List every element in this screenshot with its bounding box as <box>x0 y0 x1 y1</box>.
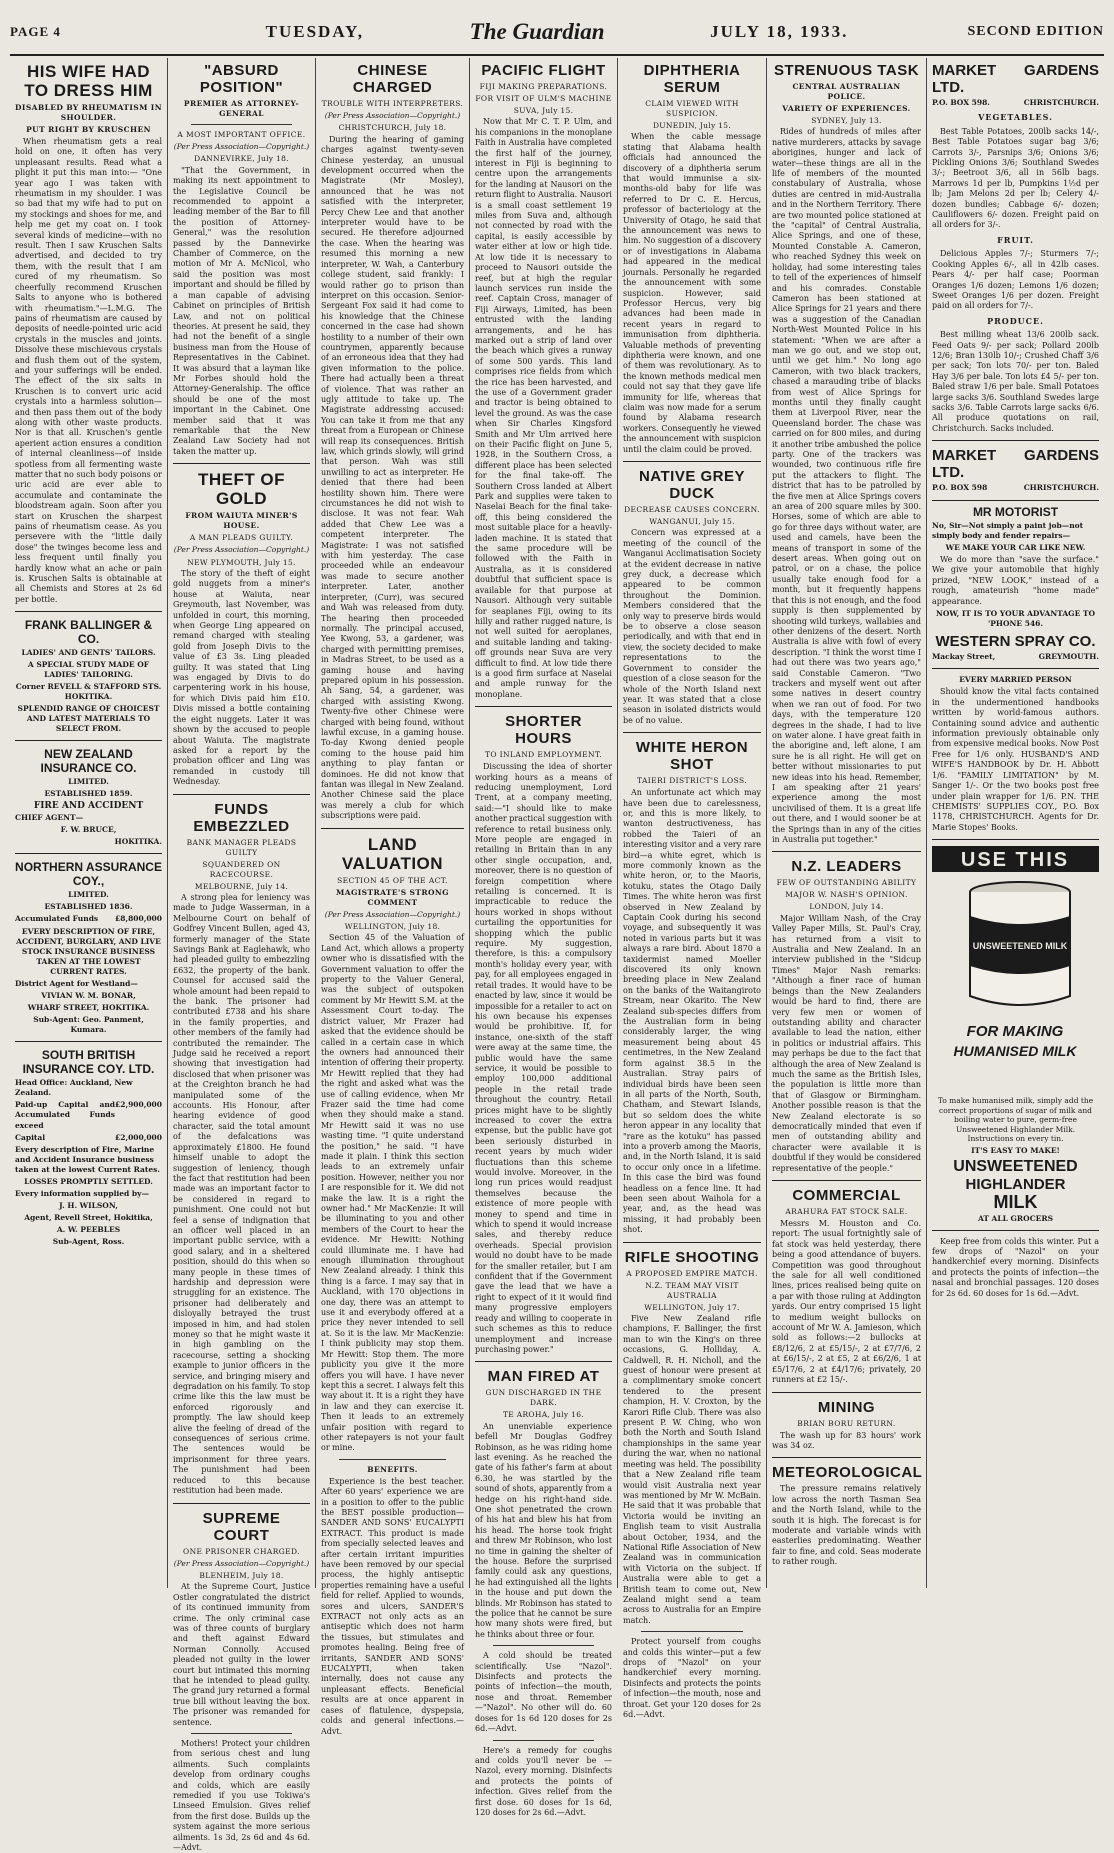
page-columns <box>10 58 1104 1853</box>
column-7 <box>927 58 1104 1588</box>
article-body: The story of the theft of eight gold nuggets from a miner's house at Waiuta, near Greymouth, last November, was unfolded in court, this morning, when George Ling appeared on remand charged with stealing gold from Joseph Divis to the value of £3 3s. Ling pleaded guilty. It was stated that Ling was engaged by Divis to do carpentering work in his house, for which Divis paid him £10. Divis missed a bottle containing the eight nuggets. Later it was shown by the accused to people about Waiuta. The magistrate asked for a report by the probation officer and Ling was remanded in custody till Wednesday. <box>173 569 310 787</box>
milk-can-illustration <box>932 846 1099 1096</box>
ad-motorist-title: MR MOTORIST <box>972 504 1059 519</box>
ad-line: LIMITED. <box>68 777 109 787</box>
article-body: At the Supreme Court, Justice Ostler congratulated the district of its continued immunity from crime. The only criminal case was of three counts of burglary and theft against Edward Norman Connolly. Accused pleaded not guilty in the lower court but intimated this morning that he intended to plead guilty. The grand jury returned a formal true bill without leaving the box. The prisoner was remanded for sentence. <box>173 1582 310 1727</box>
dateline: WELLINGTON, July 18. <box>344 922 441 932</box>
divider <box>191 1733 292 1734</box>
headline-mining: MINING <box>817 1398 876 1416</box>
ad-line: Every information supplied by— <box>15 1189 150 1199</box>
divider <box>493 1740 594 1741</box>
subhead: ARAHURA FAT STOCK SALE. <box>785 1207 908 1216</box>
price-list: Best milling wheat 13/6 200lb sack. Feed Oats 9/- per sack; Pollard 200lb 12/6; Bran 130lb 10/-; Crushed Chaff 3/6 per sack; Ton lots 70/- per ton. Baled Hay 3/6 per bale. Ton lots £4 5/- per ton. Baled straw 1/6 per bale. Small Potatoes large sacks 3/6. Southland Swedes large sacks 3/6. Table Carrots large sacks 6/6. All produce quotations on rail, Christchurch. Sacks included. <box>932 330 1099 433</box>
ad-line: Head Office: Auckland, New Zealand. <box>15 1077 133 1097</box>
divider <box>173 463 310 464</box>
subhead: SQUANDERED ON RACECOURSE. <box>202 859 281 879</box>
article-body: A strong plea for leniency was made to Judge Wasserman, in a Melbourne Court on behalf of Godfrey Vincent Bullen, aged 43, formerly manager of the State Savings Bank at Eaglehawk, who had pleaded guilty to embezzling £632, the property of the bank. Counsel for accused said the whole amount had been repaid to the bank. The prisoner had contributed £738 and his share in the family properties, and other members of the family had contributed the remainder. The Judge said he received a report showing that investigation had disclosed that when prisoner was at the Creighton branch he had manipulated some of the accounts. His Honour, after hearing evidence of good character, said the total amount of the defalcations was approximately £1800. He found himself unable to adopt the suggestion of leniency, though the fact that restitution had been made was an important factor to be considered in regard to punishment. One could not but feel a sense of indignation that an officer well placed in an important public service, with a good salary, and in a sheltered position, should do this when so many people in these times of hardship and depression were struggling for an existence. The prisoner had deliberately and disloyally betrayed the trust imposed in him, and had stolen money so that he might waste it in high gambling on the racecourse, setting a shocking example to junior officers in the service, and bringing misery and degradation on his family. To stop crime like this the law must be enforced rigorously and promptly. The law should keep alive the feeling of dread of the consequences of serious crime. The sentences would be imprisonment for three years. The punishment had been reduced to this because restitution had been made. <box>173 892 310 1496</box>
ad-address: Mackay Street, <box>932 652 996 662</box>
ad-western-spray-title: WESTERN SPRAY CO. <box>935 633 1096 651</box>
ad-address: CHRISTCHURCH. <box>1023 98 1099 107</box>
headline-supreme-court: SUPREME COURT <box>202 1509 281 1544</box>
ad-line: A. W. PEEBLES <box>56 1225 121 1235</box>
ad-line: Every description of Fire, Marine and Accident Insurance business taken at the lowest Current Rates. <box>15 1145 160 1175</box>
ad-line: Sub-Agent: Geo. Panment, Kumara. <box>33 1014 144 1034</box>
dateline: WELLINGTON, July 17. <box>644 1302 740 1312</box>
subhead: TROUBLE WITH INTERPRETERS. <box>321 99 464 108</box>
divider <box>475 1361 612 1362</box>
ad-market-gardens-title: MARKET GARDENS LTD. <box>932 62 1099 96</box>
ad-label: Accumulated Funds <box>15 914 99 924</box>
ad-value: £8,800,000 <box>115 914 162 924</box>
divider <box>623 461 761 462</box>
ad-label: Paid-up Capital and Accumulated Funds exceed <box>15 1099 116 1130</box>
ad-address: P.O. BOX 598 <box>932 483 988 493</box>
ad-south-british-title: SOUTH BRITISH INSURANCE COY. LTD. <box>22 1047 155 1076</box>
divider <box>15 740 162 741</box>
subhead: CENTRAL AUSTRALIAN POLICE. <box>792 82 901 101</box>
subhead: SECTION 45 OF THE ACT. <box>337 875 448 885</box>
dateline: TE AROHA, July 16. <box>503 1410 584 1420</box>
divider <box>772 1392 921 1393</box>
masthead-day: TUESDAY, <box>265 22 365 41</box>
subhead: N.Z. TEAM MAY VISIT AUSTRALIA <box>645 1280 739 1300</box>
article-body: Section 45 of the Valuation of Land Act, which allows a property owner who is dissatisfied with the Government valuation to offer the property to the Valuer General, was the subject of outspoken comment by Mr Hewitt S.M. at the Assessment Court to-day. The district valuer, Mr Frazer had asked that the evidence should be called in a certain case in which the owners had announced their intention of offering their property. Mr Hewitt replied that they had the right and asked what was the use of calling evidence, when Mr Frazer said the time had come when they should make a stand. Mr Hewitt said it was no use wasting time. "I quite understand the position," he said. "I have made it plain. I think this section leads to an extremely unfair position. However, neither you nor I are responsible for it. We did not make the law. It is a right the owner had." Mr MacKenzie: It will be illuminating to you and other members of the Court to hear the evidence. Mr Hewitt: Nothing could illuminate me. I have had enough illumination throughout New Zealand already. I think this thing is a farce. I may say that in Auckland, with 170 objections in one day, there was an attempt to use it and everybody offered at a price they never intended to sell at. So it is the law. Mr MacKenzie: I think publicity may stop them. Mr Hewitt: Stop them. The more publicity you give it the more offers you will have. I have never kept this a secret. I always felt this way about it. It is a right they have in law and they can exercise it. Then it leads to an extremely unfair position with regard to other ratepayers is not your fault or mine. <box>321 933 464 1453</box>
headline-white-heron-shot: WHITE HERON SHOT <box>635 739 749 774</box>
advert-paragraph: Protect yourself from coughs and colds this winter—put a few drops of "Nazol" on your handkerchief every morning. Disinfects and protects the points of infection—the mouth, nose and throat. Get your 120 doses for 2s 6d.—Advt. <box>623 1637 761 1720</box>
headline-chinese-charged: CHINESE CHARGED <box>352 62 433 96</box>
advert-paragraph: Experience is the best teacher. After 60 years' experience we are in a position to offer to the public the BEST possible production—SANDER AND SONS' EUCALYPTI EXTRACT. This product is made from specially selected leaves and after certain irritant impurities have been removed by our special process, the highly antiseptic properties remaining have a useful field for relief. Applied to wounds, sores and ulcers, SANDER'S EXTRACT not only acts as an antiseptic which does not harm the tissues, but stimulates and promotes healing. Being free of irritants, SANDER AND SONS' EUCALYPTI, when taken internally, does not cause any unpleasant effects. Beneficial results are at once apparent in cases of flatulence, dyspepsia, colds and general infections.—Advt. <box>321 1476 464 1736</box>
article-body: Concern was expressed at a meeting of the council of the Wanganui Acclimatisation Society at the evident decrease in native grey duck, a decrease which appeared to be common throughout the Dominion. Members considered that the only way to preserve birds would be to observe a close season periodically, and with that end in view, the society decided to make representations to the Government to consider the question of a close season for the whole of the North Island next year. It was stated that a close season in isolated districts would be of no value. <box>623 528 761 725</box>
ad-line: AT ALL GROCERS <box>977 1213 1054 1223</box>
divider <box>772 851 921 852</box>
ad-line: Agent, Revell Street, Hokitika, <box>24 1213 153 1223</box>
headline-strenuous-task: STRENUOUS TASK <box>773 62 920 79</box>
subhead: BANK MANAGER PLEADS GUILTY <box>186 837 297 857</box>
milk-line-2: HUMANISED MILK <box>953 1043 1077 1060</box>
divider <box>15 1041 162 1042</box>
ad-married-person-title: EVERY MARRIED PERSON <box>959 675 1072 685</box>
ad-line: District Agent for Westland— <box>15 978 138 988</box>
masthead-date: JULY 18, 1933. <box>710 22 849 41</box>
divider <box>932 500 1099 501</box>
advert-paragraph: A cold should be treated scientifically. Use "Nazol". Disinfects and protects the points of infection—the mouth, nose and throat. Remember—"Nazol". No other will do. 60 doses for 1s 6d 120 doses for 2s 6d.—Advt. <box>475 1651 612 1734</box>
ad-row <box>932 652 1099 662</box>
column-3 <box>316 58 470 1736</box>
column-4 <box>470 58 618 1817</box>
price-list: Best Table Potatoes, 200lb sacks 14/-, Best Table Potatoes sugar bag 3/6; Carrots 3/-, Parsnips 3/6; Onions 3/6; Pickling Onions 3/6; Southland Swedes 3/-; Beetroot 3/6, all in 56lb bags. Marrows 1d per lb, Pumpkins 1½d per lb; Jam Melons 2d per lb; Celery 4/- dozen bundles; Cabbage 6/- dozen; Cauliflowers 6/- dozen. Freight paid on all orders for 3/-. <box>932 126 1099 230</box>
dateline: DUNEDIN, July 15. <box>652 121 732 130</box>
subhead: BRIAN BORU RETURN. <box>797 1418 896 1428</box>
ad-line: F. W. BRUCE, <box>60 825 117 835</box>
divider <box>15 853 162 854</box>
headline-land-valuation: LAND VALUATION <box>341 834 444 873</box>
article-body: An unenviable experience befell Mr Douglas Godfrey Robinson, as he was riding home last evening. As he reached the gate of his father's farm at about 6.30, he was startled by the sound of shots, apparently from a hedge on his right-hand side. One shot penetrated the crown of his hat and blew his hat from his head. The horse took fright and threw Mr Robinson, who lost no time in gaining the shelter of the house. Before the surprised family could ask any questions, he had extinguished all the lights in the house and put down the blinds. Mr Robinson has stated to the police that he cannot be sure how many shots were fired, but he thinks about three or four. <box>475 1421 612 1639</box>
ad-line: IT'S EASY TO MAKE! <box>971 1145 1060 1155</box>
ad-market-gardens-title: MARKET GARDENS LTD. <box>932 447 1099 482</box>
headline-diphtheria-serum: DIPHTHERIA SERUM <box>643 62 741 96</box>
divider <box>623 732 761 733</box>
dateline: LONDON, July 14. <box>809 902 884 912</box>
edition-label: SECOND EDITION <box>967 24 1104 39</box>
headline-funds-embezzled: FUNDS EMBEZZLED <box>193 800 290 835</box>
divider <box>173 1503 310 1504</box>
column-6 <box>767 58 927 1588</box>
divider <box>339 1459 446 1460</box>
divider <box>772 1180 921 1181</box>
ad-line: EVERY DESCRIPTION OF FIRE, ACCIDENT, BURGLARY, AND LIVE STOCK INSURANCE BUSINESS TAKEN AT THE LOWEST CURRENT RATES. <box>16 926 161 976</box>
byline: (Per Press Association—Copyright.) <box>173 142 310 151</box>
headline-native-grey-duck: NATIVE GREY DUCK <box>638 468 746 502</box>
dateline: WANGANUI, July 15. <box>649 517 735 526</box>
ad-northern-assurance-title: NORTHERN ASSURANCE COY., <box>15 860 162 889</box>
milk-line-1: FOR MAKING <box>966 1023 1064 1041</box>
article-body: During the hearing of gaming charges against twenty-seven Chinese yesterday, an unusual development occurred when the Magistrate (Mr Mosley), announced that he was not satisfied with the interpreter, Percy Chew Lee and that another interpreter would have to be secured. He therefore adjourned the case. When the hearing was resumed this morning a new interpreter, W. Wah, a Canterbury college student, said frankly: I would rather go to prison than interpret on this occasion. Senior-Sergeant Fox said it had come to his knowledge that the Chinese concerned in the case had shown hostility to a number of their own countrymen, apparently because of an erroneous idea that they had given information to the police. There had actually been a threat of violence. That was rather an ugly attitude to take up. The Magistrate addressing accused: You can take it from me that any threat from a European or Chinese will reap its consequences. British law, which grinds slowly, will grind that person. Wah was still unwilling to act as interpreter. He denied that there had been hostility shown him. There were circumstances he did not wish to disclose. It was not fear. Wah added that Chew Lee was a competent interpreter. The Magistrate: I was not satisfied with him yesterday. The case proceeded while an endeavour was made to secure another interpreter. Later, another interpreter, (Curr), was secured and Wah was released from duty. The hearing then proceeded normally. The principal accused, Yee Kwong, 53, a gardener, was charged with permitting premises, in Madras Street, to be used as a gaming house and having prepared opium in his possession. Ah Sang, 54, a gardener, was charged with assisting Kwong. Twenty-five other Chinese were charged with being found, without lawful excuse, in a gaming house. To-day Kwong denied people coming to the house paid him anything to play fantan or dominoes. He did not know that fantan was illegal in New Zealand. Another Chinese said the place was merely a club for which subscriptions were paid. <box>321 134 464 821</box>
article-body: An unfortunate act which may have been due to carelessness, or, and this is more likely, to wanton destructiveness, has robbed the Taieri of an interesting visitor and a very rare bird—a white egret, which is more commonly known as the white heron, or, to the Maoris, kotuku, states the Otago Daily Times. The white heron was first observed in New Zealand by Captain Cook during his second voyage, and subsequently it was noted in various parts but it was always a rare bird. About 1870 a taxidermist named Moeller discovered its only known breeding place in New Zealand on the banks of the Waitangiroto Stream, near Okarito. The New Zealand sub-species differs from the Australian form in being considerably larger, the wing measurement being about 45 centimetres, in the New Zealand form against 38.5 in the Australian. Stray pairs of individual birds have been seen in all parts of the North, South, Chatham, and Stewart Islands, but so seldom does the white heron appear in any locality that "rare as the kotuku" has passed into a proverb among the Maoris, and, in the North Island, it is said to occur only once in a lifetime. In this case the bird was found headless on a fence line. It had been seen about Waihola for a year, and, as the head was missing, it had probably been shot. <box>623 788 761 1235</box>
ad-line: NOW, IT IS TO YOUR ADVANTAGE TO 'PHONE 546. <box>935 609 1096 629</box>
advert-paragraph: Here's a remedy for coughs and colds you'll never be — Nazol, every morning. Disinfects and protects the points of infection. Gives relief from the first dose. 60 doses for 1s 6d, 120 doses for 2s 6d.—Advt. <box>475 1745 612 1817</box>
dateline: NEW PLYMOUTH, July 15. <box>187 557 296 567</box>
ad-line: CHIEF AGENT— <box>15 813 84 823</box>
article-body: The pressure remains relatively low across the north Tasman Sea and the North Island, while to the south it is high. The forecast is for moderate and variable winds with easterlies predominating. Weather fair to fine, and cold. Seas moderate to rather rough. <box>772 1484 921 1567</box>
article-body: When rheumatism gets a real hold on one, it often has very unpleasant results. Read what a plight it put this man into:— "One year ago I was taken with rheumatism in my shoulder. I was so bad that my wife had to put on my stockings and shoes for me, and help me get my coat on. I took several kinds of medicine—with no result. Then I saw Kruschen Salts advertised, and decided to try them, with the result that I am cured of my rheumatism. So cheerfully recommend Kruschen Salts to anyone who is bothered with rheumatism."—L.M.G. The pains of rheumatism are caused by deposits of needle-pointed uric acid crystals in the muscles and joints. Dissolve these mischievous crystals and flush them out of the system, and your sufferings will be ended. The effect of the six salts in Kruschen is to convert uric acid crystals into a harmless solution—and then pass them out of the body along with other waste products. Nor is that all. Kruschen's gentle aperient action ensures a condition of internal cleanliness—of inside spotless from all fermenting waste matter that no such body poisons or uric acid are ever able to accumulate and contaminate the bloodstream again. Soon after you start on Kruschen the sharpest pains of rheumatism cease. As you persevere with the "little daily dose" the twinges become less and less frequent until finally you hardly know what an ache or pain is. Kruschen Salts is obtainable at all Chemists and Stores at 2s 6d per bottle. <box>15 137 162 604</box>
divider <box>932 1230 1099 1231</box>
ad-line: Corner REVELL & STAFFORD STS. HOKITIKA. <box>15 682 162 702</box>
subhead: DECREASE CAUSES CONCERN. <box>624 505 760 514</box>
ad-line: VIVIAN W. M. BONAR, <box>41 990 136 1000</box>
subhead: MAGISTRATE'S STRONG COMMENT <box>336 887 449 907</box>
ad-paragraph: We do more than "save the surface." We give your automobile that highly prized, "NEW LOOK," instead of a rough, amateurish "home made" appearance. <box>932 555 1099 606</box>
article-body: Rides of hundreds of miles after native murderers, attacks by savage aborigines, hunger and lack of water—these things are all in the life of members of the mounted constabulary of Australia, whose duties are centred in mid-Australia and in the Northern Territory. There are two mounted police stationed at the "capital" of Central Australia, Alice Springs, and one of these, Mounted Constable A. Cameron, who reached Sydney this week on holiday, had some interesting tales to tell of the experiences of himself and his comrades. Constable Cameron has been stationed at Alice Springs for 21 years and there was a suggestion of the Canadian North-West Mounted Police in his statement: "When we are after a man we go out, and we stop out, until we get him." No long ago Cameron, with two black trackers, chased a marauding tribe of blacks from west of Alice Springs for months until they finally caught them at Liverpool River, near the Queensland border. The chase was carried on for 800 miles, and during it another tribe ambushed the police party. One of the trackers was wounded, two continuous rifle fire put the attackers to flight. The district that has to be patrolled by the five men at Alice Springs covers an area of 200 square miles by 300. Horses, some of which are able to go for three days without water, are used and camels, have been the means of transport in some of the desert areas. When going out on patrol, or on a chase, the police usually take enough food for a month, but it frequently happens that this is not enough, and the food supply is then supplemented by shooting wild turkeys, wallabies and other denizens of the desert. North Australia is alive with fowl of every description. "I think the worst time I had out there was two years ago," said Constable Cameron. "Two trackers and myself went out after some natives in desert country when we ran out of food. For two days, with the temperature 120 degrees in the shade, I had to live on water alone. I have great faith in the aborigine and, left alone, I am sure he is all right. He will get on better without missionaries to put new ideas into his head. Remember, I am speaking after 21 years' experience among the most uncivilised of them. It is a great life out there, and I would sooner be at the Springs than in any of the cities in Australia put together." <box>772 127 921 845</box>
section-label: VEGETABLES. <box>978 112 1053 123</box>
advert-paragraph: Mothers! Protect your children from serious chest and lung ailments. Such complaints develop from ordinary coughs and colds, which are easily remedied if you use Tokiwa's Linseed Emulsion. Gives relief from the first dose. Builds up the system against the more serious ailments. 1s 3d, 2s 6d and 4s 6d.—Advt. <box>173 1739 310 1853</box>
headline-man-fired-at: MAN FIRED AT <box>487 1368 600 1386</box>
ad-line: WE MAKE YOUR CAR LIKE NEW. <box>945 543 1086 552</box>
divider <box>191 124 292 125</box>
byline: (Per Press Association—Copyright.) <box>324 909 461 919</box>
dateline: BLENHEIM, July 18. <box>199 1570 284 1580</box>
ad-line: FIRE AND ACCIDENT <box>33 801 144 812</box>
ad-line: ESTABLISHED 1836. <box>44 902 133 912</box>
subhead: PUT RIGHT BY KRUSCHEN <box>26 125 151 134</box>
article-body: Discussing the idea of shorter working hours as a means of reducing unemployment, Lord Trent, at a company meeting, said:—"I should like to make another practical suggestion with reference to retail business only. More people are engaged in retailing in Britain than in any other single occupation, and, moreover, there is no question of foreign competition where retailing is concerned. It is impracticable to reduce the hours worked in shops without curtailing the opportunities for shopping which the public require. My suggestion, therefore, is this: a compulsory month's holiday every year, with pay, for all employees engaged in retail trades. It would have to be enacted by law, since it would be impossible for a retailer to act on his own because his expenses would be prohibitive. If, for instance, one-sixth of the staff were away at the same time, the public would have the same service, it would be possible to employ 100,000 additional people in the retail trade throughout the country. Retail prices might have to be slightly increased to cover the extra expense, but the public have got been seriously disturbed in recent years by much wider fluctuations than this scheme would involve. Moreover, in the long run prices would readjust themselves because the existence of more people with money to spend and time in which to spend it would increase sales, and thereby reduce overheads. Special provision would no doubt have to be made for the smaller retailer, but I am confident that if the Government gave the lead that we have a right to expect of it it would find many progressive employers ready and willing to cooperate in such schemes as this to reduce unemployment and increase purchasing power." <box>475 762 612 1354</box>
ad-row <box>15 1100 162 1131</box>
article-body: Major William Nash, of the Cray Valley Paper Mills, St. Paul's Cray, has returned from a visit to Australia and New Zealand. In an interview published in the "Sidcup Times" Major Nash remarks: "Although a finer race of human beings than the New Zealanders would be hard to find, there are very few men or women of outstanding ability and character available to lead the nation, either in politics or industrial affairs. This may perhaps be due to the fact that although the area of New Zealand is much the same as the British Isles, the population is little more than that of Glasgow or Birmingham. Another possible reason is that the New Zealand electorate is so democratically minded that even if men of outstanding ability and character were available it is doubtful if they would be considered representative of the people." <box>772 913 921 1173</box>
ad-row <box>932 483 1099 493</box>
subhead: BENEFITS. <box>367 1464 418 1474</box>
dateline: CHRISTCHURCH, July 18. <box>338 123 447 133</box>
divider <box>623 1242 761 1243</box>
subhead: FOR VISIT OF ULM'S MACHINE <box>475 94 612 103</box>
article-body: Now that Mr C. T. P. Ulm, and his companions in the monoplane Faith in Australia have completed the first half of the journey, interest in Fiji is beginning to centre upon the arrangements for the landing at Nausori on the return flight to Australia. Nausori is a small coast settlement 19 miles from Suva and, although not connected by road with the capital, is easily accessible by water either at low or high tide. At low tide it is necessary to proceed to Nausori outside the reef, but at high the regular launch services run inside the reef. Captain Cross, manager of Fiji Airways, Limited, has been entrusted with the landing arrangements, and he has marked out a strip of land over the beach which gives a runway of some 500 yards. This land comprises rice fields from which the rice has been harvested, and the use of a Government grader and tractor is being obtained to level the ground. As was the case when Sir Charles Kingsford Smith and Mr Ulm arrived here on their Pacific flight on June 5, 1928, in the Southern Cross, a different place has been selected for the final take-off. The Southern Cross landed at Albert Park and supplies were taken to Naselai Beach for the final take-off, this being considered the most suitable place for a heavily-laden machine. It is stated that the same procedure will be followed with the Faith in Australia, as it is considered doubtful that sufficient space is available for that purpose at Nausori. Although very suitable for seaplanes Fiji, owing to its hilly and rather rugged nature, is not well suited for aeroplanes, and suitable landing and taking-off grounds near Suva are very difficult to find. At low tide there is a good firm surface at Naselai and ample runway for the monoplane. <box>475 117 612 699</box>
subhead: GUN DISCHARGED IN THE DARK. <box>485 1388 602 1408</box>
page-number: PAGE 4 <box>10 24 61 39</box>
ad-label: Capital <box>15 1132 46 1142</box>
column-1 <box>10 58 168 1588</box>
column-5 <box>618 58 767 1720</box>
milk-brand: MILK <box>993 1191 1038 1212</box>
divider <box>932 668 1099 669</box>
article-body: The wash up for 83 hours' work was 34 oz. <box>772 1430 921 1450</box>
ad-line: Sub-Agent, Ross. <box>52 1237 125 1247</box>
divider <box>772 1457 921 1458</box>
advert-paragraph: Keep free from colds this winter. Put a few drops of "Nazol" on your handkerchief every morning. Disinfects and protects the points of infection—the nasal and bronchial passages. 120 doses for 2s 6d. 60 doses for 1s 6d.—Advt. <box>932 1236 1099 1298</box>
headline-shorter-hours: SHORTER HOURS <box>505 713 582 748</box>
article-body: When the cable message stating that Alabama health officials had announced the discovery of a diphtheria serum that would immunise a six-months-old baby for life was referred to Dr C. E. Hercus, professor of bacteriology at the University of Otago, he said that the announcement was news to him. No suggestion of a discovery or of investigations in Alabama had appeared in the medical journals. Personally he regarded the announcement with some suspicion. However, said Professor Hercus, very big advances had been made in recent years in regard to immunisation from diphtheria. Valuable methods of preventing diphtheria were known, and one of them was revolutionary. As to the known methods medical men could not say that they gave life immunity for life, whereas that claim was now made for a serum found by Alabama research workers. Consequently he viewed the announcement with suspicion until the claim could be proved. <box>623 132 761 454</box>
ad-value: £2,000,000 <box>115 1132 162 1142</box>
ad-row <box>15 914 162 924</box>
divider <box>932 440 1099 441</box>
ad-line: ESTABLISHED 1859. <box>44 789 133 799</box>
divider <box>932 839 1099 840</box>
ad-line: LOSSES PROMPTLY SETTLED. <box>24 1177 153 1187</box>
ad-highlander-milk <box>932 846 1099 1224</box>
ad-address: CHRISTCHURCH. <box>1023 483 1099 493</box>
ad-address: GREYMOUTH. <box>1038 652 1099 662</box>
divider <box>475 706 612 707</box>
divider <box>173 794 310 795</box>
subhead: CLAIM VIEWED WITH SUSPICION. <box>645 99 739 118</box>
subhead: FEW OF OUTSTANDING ABILITY <box>776 878 917 888</box>
article-body: "That the Government, in making its next appointment to the Legislative Council be recommended to appoint a leading member of the Bar to fill the position of Attorney-General," was the resolution passed by the Dannevirke Chamber of Commerce, on the motion of Mr A. McNicol, who said the position was most important and should be filled by a man capable of advising Cabinet on principles of British Law, and not on political theories. At present he said, they had not the benefit of a single business man from the House of Representatives in the Cabinet. It was absurd that a layman like Mr Forbes should hold the Attorney-Generalship. The office should be one of the most important in the Cabinet. One member said that it was remarkable that the New Zealand Law Society had not taken the matter up. <box>173 165 310 456</box>
byline: (Per Press Association—Copyright.) <box>324 111 461 120</box>
byline: (Per Press Association—Copyright.) <box>173 545 310 555</box>
ad-line: LIMITED. <box>68 890 109 900</box>
masthead <box>10 10 1104 56</box>
dateline: MELBOURNE, July 14. <box>194 881 289 891</box>
headline-absurd-position: "ABSURD POSITION" <box>199 62 284 96</box>
divider <box>641 1631 743 1632</box>
headline-nz-leaders: N.Z. LEADERS <box>791 858 902 876</box>
section-label: PRODUCE. <box>987 315 1044 326</box>
milk-banner: USE THIS <box>960 849 1070 872</box>
headline-wife-dress: HIS WIFE HAD TO DRESS HIM <box>24 62 153 100</box>
subhead: MAJOR W. NASH'S OPINION. <box>785 890 908 900</box>
dateline: SUVA, July 15. <box>513 106 574 115</box>
subhead: FIJI MAKING PREPARATIONS. <box>479 82 608 91</box>
subhead: A MOST IMPORTANT OFFICE. <box>177 130 306 139</box>
ad-address: P.O. BOX 598. <box>932 98 990 107</box>
milk-instructions: To make humanised milk, simply add the correct proportions of sugar of milk and boiling water to pure, germ-free Unsweetened Highlander Milk. Instructions on every tin. <box>937 1096 1094 1144</box>
subhead: TO INLAND EMPLOYMENT. <box>484 750 603 760</box>
divider <box>15 611 162 612</box>
headline-theft-of-gold: THEFT OF GOLD <box>197 470 286 509</box>
ad-line: WHARF STREET, HOKITIKA. <box>27 1002 150 1012</box>
headline-commercial: COMMERCIAL <box>792 1187 901 1204</box>
milk-can-label: UNSWEETENED MILK <box>972 941 1068 952</box>
section-label: FRUIT. <box>997 234 1034 245</box>
subhead: PREMIER AS ATTORNEY-GENERAL <box>183 99 300 118</box>
price-list: Delicious Apples 7/-; Sturmers 7/-; Cooking Apples 6/-, all in 42lb cases. Pears 4/- per half case; Poorman Oranges 1/6 dozen; Lemons 1/6 dozen; Sweet Oranges 1/6 per dozen. Freight paid on all orders for 7/-. <box>932 249 1099 311</box>
ad-line: SPLENDID RANGE OF CHOICEST AND LATEST MATERIALS TO SELECT FROM. <box>17 704 160 734</box>
subhead: ONE PRISONER CHARGED. <box>183 1546 300 1556</box>
milk-brand: UNSWEETENED <box>953 1157 1078 1175</box>
ad-value: £2,900,000 <box>115 1099 162 1109</box>
ad-line: J. H. WILSON, <box>59 1201 118 1211</box>
subhead: A PROPOSED EMPIRE MATCH. <box>626 1268 758 1278</box>
subhead: A MAN PLEADS GUILTY. <box>189 533 294 543</box>
article-body: Five New Zealand rifle champions, F. Ballinger, the first man to win the King's on three occasions, G. Holliday, A. Caldwell, R. H. Nicholl, and the guest of honour were present at a complimentary smoke concert tendered to the present champion, H. V. Croxton, by the Karori Rifle Club. There was also present P. W. Ching, who won both the North and South Island championships in the same year during the war, when no national meeting was held. The possibility that a New Zealand rifle team would visit Australia next year was mentioned by Mr W. McBain. He said that it was probable that Victoria would be inviting an English team to visit Australia about October, 1934, and the National Rifle Association of New Zealand was in communication with Victoria on the subject. If Australia were able to get a British team to come out, New Zealand might send a team across to Australia for an Empire match. <box>623 1314 761 1625</box>
dateline: DANNEVIRKE, July 18. <box>194 154 289 164</box>
ad-line: No, Sir—Not simply a paint job—not simply body and fender repairs— <box>932 521 1084 540</box>
divider <box>493 1645 594 1646</box>
divider <box>321 828 464 829</box>
headline-rifle-shooting: RIFLE SHOOTING <box>624 1248 760 1266</box>
ad-row <box>932 98 1099 108</box>
article-body: Messrs M. Houston and Co. report: The usual fortnightly sale of fat stock was held yesterday, there being a good attendance of buyers. Competition was good throughout the sale for all well conditioned lines, prices realised being quite on a par with those ruling at Addington yards. Our entry comprised 15 light to medium weight bullocks on account of Mr W. A. Jamieson, which sold as follows:—2 bullocks at £8/12/6, 2 at £5/15/-, 2 at £7/7/6, 2 at £6/15/-, 2 at £5, 2 at £6/2/6, 1 at £5/17/6, 2 at £4/17/6; privately, 20 runners at £2 15/-. <box>772 1219 921 1385</box>
ad-row <box>15 1133 162 1143</box>
column-2 <box>168 58 316 1853</box>
ad-line: HOKITIKA. <box>114 837 162 847</box>
ad-paragraph: Should know the vital facts contained in the undermentioned handbooks written by world-famous authors. Containing sound advice and authentic information previously obtainable only from expensive medical books. Now Post Free for 1/6 only. HUSBAND'S AND WIFE'S HANDBOOK by Dr. H. Abbott 1/6. "FAMILY LIMITATION" by M. Sanger 1/-. Or the two books post free under plain wrapper for 1/6. P.N. THE CHEMISTS' SUPPLIES COY., P.O. Box 1178, CHRISTCHURCH. Agents for Dr. Marie Stopes' Books. <box>932 687 1099 832</box>
subhead: TAIERI DISTRICT'S LOSS. <box>636 776 748 786</box>
subhead: VARIETY OF EXPERIENCES. <box>782 104 911 113</box>
milk-brand: HIGHLANDER <box>965 1175 1066 1193</box>
ad-line: A SPECIAL STUDY MADE OF LADIES' TAILORING. <box>27 660 150 680</box>
newspaper-title: The Guardian <box>469 19 605 44</box>
headline-meteorological: METEOROLOGICAL <box>772 1464 923 1482</box>
ad-ballinger-title: FRANK BALLINGER & CO. <box>24 618 153 647</box>
dateline: SYDNEY, July 13. <box>811 116 882 125</box>
headline-pacific-flight: PACIFIC FLIGHT <box>481 62 606 79</box>
ad-nz-insurance-title: NEW ZEALAND INSURANCE CO. <box>40 747 137 776</box>
subhead: FROM WAIUTA MINER'S HOUSE. <box>185 511 298 531</box>
byline: (Per Press Association—Copyright.) <box>173 1558 310 1568</box>
subhead: DISABLED BY RHEUMATISM IN SHOULDER. <box>15 103 162 122</box>
ad-line: LADIES' AND GENTS' TAILORS. <box>21 648 156 658</box>
